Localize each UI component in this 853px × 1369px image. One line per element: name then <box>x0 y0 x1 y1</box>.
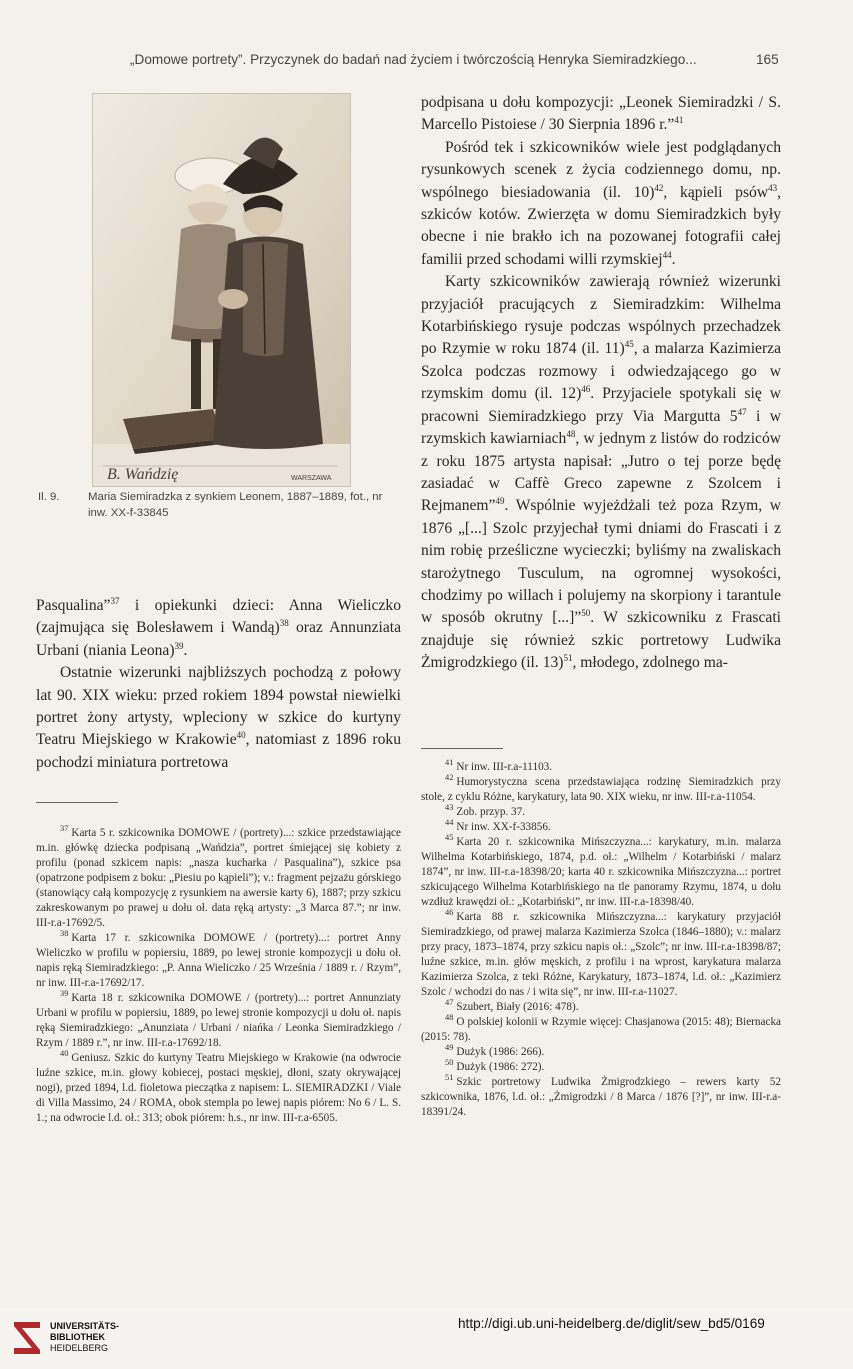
footnote-41: $^{41}$ Nr inw. III-r.a-11103. <box>445 758 553 773</box>
footnote-45: $^{45}$ Karta 20 r. szkicownika Mińszczyzna...: karykatury, m.in. malarza Wilhelma Kotarbińskiego, 1874, p.d. oł.: „Wilhelm / Kotarbiński / malarz 1874”, nr inw. III-r.a-18398/20; karta 40 r. szkicownika Mińszczyzna...: portret szkicującego Wilhelma Kotarbińskiego na tle panoramy Rzymu, 1874, u dołu wzdłuż krawędzi oł.: „Kotarbiński”, nr inw. III-r.a-18398/40. <box>421 833 781 908</box>
footnote-39: $^{39}$ Karta 18 r. szkicownika DOMOWE / (portrety)...: portret Annunziaty Urbani w profilu w popiersiu, 1889, po lewej stronie kompozycji u dołu oł. napis ręką Siemiradzkiego: „Anunziata / Urbani / niańka / Leonka Siemiradzkiego / Rzym / 1889 r.”, nr inw. III-r.a-17692/18. <box>36 989 401 1049</box>
footnote-46: $^{46}$ Karta 88 r. szkicownika Mińszczyzna...: karykatury przyjaciół Siemiradzkiego, od prawej malarza Kazimierza Szolca (1846–1880); v.: malarz przy pracy, 1873–1874, przy szkicu napis oł.: „Szolc”; nr inw. III-r.a-18398/87; luźne szkice, m.in. głów męskich, z profilu i na wprost, karykatura malarza Kazimierza Szolca, z teki Różne, Karykatury, 1873–1874, l.d. oł.: „Kazimierz Szolc / wchodzi do nas / i wita się”, nr inw. III-r.a-11027. <box>421 908 781 998</box>
library-logo[interactable] <box>10 1318 210 1358</box>
footnote-38: $^{38}$ Karta 17 r. szkicownika DOMOWE / (portrety)...: portret Anny Wieliczko w profilu w popiersiu, 1889, po lewej stronie kompozycji u dołu oł. napis ręką Siemiradzkiego: „P. Anna Wieliczko / 25 Września / 1889 r. / Rzym”, nr inw. III-r.a-17692/17. <box>36 929 401 989</box>
footnote-47: $^{47}$ Szubert, Biały (2016: 478). <box>445 998 579 1013</box>
right-footnote-rule <box>421 748 503 749</box>
footnote-42: $^{42}$ Humorystyczna scena przedstawiająca rodzinę Siemiradzkich przy stole, z cyklu Różne, karykatury, lata 90. XIX wieku, nr inw. III-r.a-11054. <box>421 773 781 803</box>
source-url-link[interactable]: http://digi.ub.uni-heidelberg.de/diglit/sew_bd5/0169 <box>458 1316 765 1331</box>
right-paragraph-1: Pośród tek i szkicowników wiele jest podglądanych rysunkowych scenek z życia codziennego domu, np. wspólnego biesiadowania (il. 10)$^{42}$, kąpieli psów$^{43}$, szkiców kotów. Zwierzęta w domu Siemiradzkich były obecne i nie brakło ich na pozowanej fotografii całej familii przed schodami willi rzymskiej$^{44}$. <box>421 138 781 268</box>
footnote-37: $^{37}$ Karta 5 r. szkicownika DOMOWE / (portrety)...: szkice przedstawiające m.in. główkę dziecka podpisaną „Wańdzia”, portret śmiejącej się kobiety z profilu (ponad szkicem napis: „nasza kucharka / Pasqualina”), szkice psa (opatrzone podpisem z boku: „Piesiu po kąpieli”); v.: fragment pejzażu górskiego (stanowiący całą kompozycję z rysunkiem na awersie karty 6), 1887; przy szkicu zakreskowanym po prawej u dołu oł. data ręką artysty: „3 Marca 87.”; nr inw. III-r.a-17692/5. <box>36 824 401 929</box>
footnote-40: $^{40}$ Geniusz. Szkic do kurtyny Teatru Miejskiego w Krakowie (na odwrocie luźne szkice, m.in. głowy kobiecej, postaci męskiej, dłoni, szaty okrywającej nogi), przed 1894, l.d. fioletowa pieczątka z napisem: L. SIEMIRADZKI / Viale di Villa Massimo, 24 / ROMA, obok stempla po lewej napis piórem: No 6 / L. S. 1.; na odwrocie l.d. oł.: 313; obok piórem: h.s., nr inw. III-r.a-6505. <box>36 1049 401 1124</box>
photograph <box>92 93 351 487</box>
footnote-50: $^{50}$ Dużyk (1986: 272). <box>445 1058 545 1073</box>
left-footnotes <box>36 826 401 1126</box>
right-paragraph-0: podpisana u dołu kompozycji: „Leonek Siemiradzki / S. Marcello Pistoiese / 30 Sierpnia 1896 r.”$^{41}$ <box>421 94 781 134</box>
left-body-text <box>36 595 401 774</box>
photo-inscription: B. Wańdzię <box>107 466 179 483</box>
left-footnote-rule <box>36 802 118 803</box>
library-name-line2: BIBLIOTHEK <box>50 1332 105 1342</box>
left-paragraph-1: Pasqualina”$^{37}$ i opiekunki dzieci: Anna Wieliczko (zajmująca się Bolesławem i Wandą)$^{38}$ oraz Annunziata Urbani (niania Leona)$^{39}$. <box>36 595 401 659</box>
left-paragraph-2: Ostatnie wizerunki najbliższych pochodzą z połowy lat 90. XIX wieku: przed rokiem 1894 powstał niewielki portret żony artysty, wpleciony w szkice do kurtyny Teatru Miejskiego w Krakowie$^{40}$, natomiast z 1896 roku pochodzi miniatura portretowa <box>36 664 401 771</box>
footnote-49: $^{49}$ Dużyk (1986: 266). <box>445 1043 545 1058</box>
library-name-line3: HEIDELBERG <box>50 1343 109 1353</box>
right-footnotes <box>421 760 781 1120</box>
caption-number: Il. 9. <box>38 491 60 503</box>
running-title: „Domowe portrety”. Przyczynek do badań nad życiem i twórczością Henryka Siemiradzkiego... <box>130 52 697 67</box>
footnote-43: $^{43}$ Zob. przyp. 37. <box>445 803 526 818</box>
photo-illustration <box>93 94 350 486</box>
footnote-44: $^{44}$ Nr inw. XX-f-33856. <box>445 818 551 833</box>
photo-studio: WARSZAWA <box>291 475 332 482</box>
right-paragraph-2: Karty szkicowników zawierają również wizerunki przyjaciół pracujących z Siemiradzkim: Wilhelma Kotarbińskiego rysuje podczas wspólnych przechadzek po Rzymie w roku 1874 (il. 11)$^{45}$, a malarza Kazimierza Szolca podczas rozmowy i odwiedzającego go w rzymskim domu (il. 12)$^{46}$. Przyjaciele spotykali się w pracowni Siemiradzkiego przy Via Margutta $5^{47}$ i w rzymskich kawiarniach$^{48}$, w jednym z listów do rodziców z roku 1875 artysta napisał: „Jutro o tej porze będę zasiadać w Caffè Greco zapewne z Szolcem i Rejmanem”$^{49}$. Wspólnie wyjeżdżali też poza Rzym, w 1876 „[...] Szolc przyjechał tymi dniami do Frascati i z nim robię prześliczne wycieczki; byliśmy na zwaliskach starożytnego Tusculum, na ogromnej wysokości, chodzimy po willach i polujemy na skorpiony i tarantule w sposób okrutny [...]”$^{50}$. W szkicowniku z Frascati znajduje się również szkic portretowy Ludwika Żmigrodzkiego (il. 13)$^{51}$, młodego, zdolnego ma- <box>421 273 782 672</box>
library-seal-icon <box>10 1318 46 1358</box>
footnote-51: $^{51}$ Szkic portretowy Ludwika Żmigrodzkiego – rewers karty 52 szkicownika, 1876, l.d. oł.: „Żmigrodzki / 8 Marca / 1876 [?]”, nr inw. III-r.a-18391/24. <box>421 1073 781 1118</box>
caption-text: Maria Siemiradzka z synkiem Leonem, 1887–1889, fot., nr inw. XX-f-33845 <box>88 491 383 519</box>
right-body-text <box>421 92 781 675</box>
library-name-line1: UNIVERSITÄTS- <box>50 1321 120 1331</box>
page-number: 165 <box>756 52 779 67</box>
footnote-48: $^{48}$ O polskiej kolonii w Rzymie więcej: Chasjanowa (2015: 48); Biernacka (2015: 78). <box>421 1013 781 1043</box>
